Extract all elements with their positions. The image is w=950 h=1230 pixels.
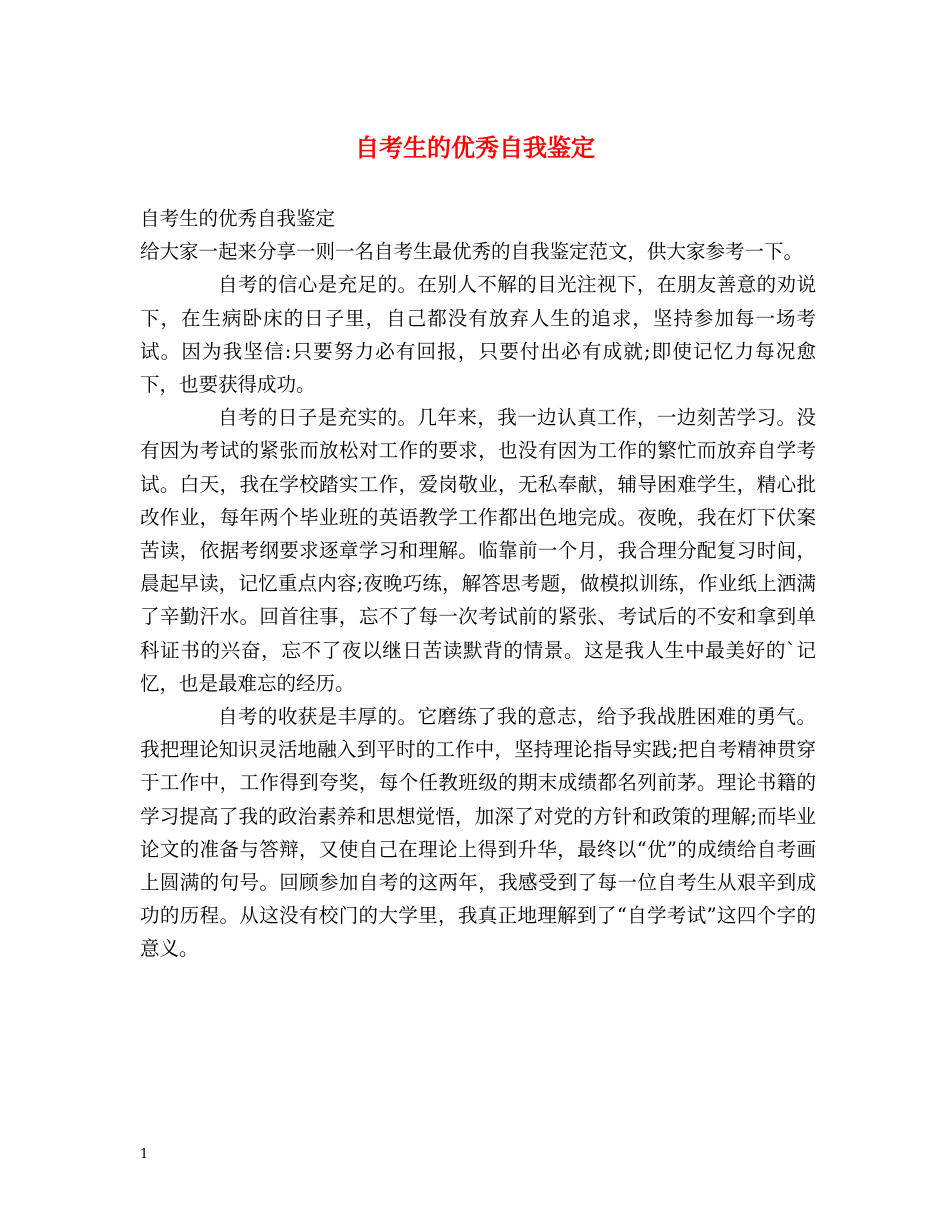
paragraph-rich-harvest: 自考的收获是丰厚的。它磨练了我的意志，给予我战胜困难的勇气。我把理论知识灵活地融入到平时的工作中，坚持理论指导实践;把自考精神贯穿于工作中，工作得到夸奖，每个任教班级的期末成绩都名列前茅。理论书籍的学习提高了我的政治素养和思想觉悟，加深了对党的方针和政策的理解;而毕业论文的准备与答辩，又使自己在理论上得到升华，最终以“优”的成绩给自考画上圆满的句号。回顾参加自考的这两年，我感受到了每一位自考生从艰辛到成功的历程。从这没有校门的大学里，我真正地理解到了“自学考试”这四个字的意义。: [140, 705, 816, 961]
paragraph-fulfilling-days: 自考的日子是充实的。几年来，我一边认真工作，一边刻苦学习。没有因为考试的紧张而放松对工作的要求，也没有因为工作的繁忙而放弃自学考试。白天，我在学校踏实工作，爱岗敬业，无私奉献，辅导困难学生，精心批改作业，每年两个毕业班的英语教学工作都出色地完成。夜晚，我在灯下伏案苦读，依据考纲要求逐章学习和理解。临靠前一个月，我合理分配复习时间，晨起早读，记忆重点内容;夜晚巧练，解答思考题，做模拟训练，作业纸上洒满了辛勤汗水。回首往事，忘不了每一次考试前的紧张、考试后的不安和拿到单科证书的兴奋，忘不了夜以继日苦读默背的情景。这是我人生中最美好的`记忆，也是最难忘的经历。: [140, 406, 816, 695]
page-number: 1: [140, 1147, 149, 1162]
document-title: 自考生的优秀自我鉴定: [355, 133, 595, 162]
document-subtitle: 自考生的优秀自我鉴定: [140, 207, 336, 230]
document-body: [140, 202, 816, 966]
intro-paragraph: 给大家一起来分享一则一名自考生最优秀的自我鉴定范文，供大家参考一下。: [140, 240, 804, 264]
paragraph-confidence: 自考的信心是充足的。在别人不解的目光注视下，在朋友善意的劝说下，在生病卧床的日子里，自己都没有放弃人生的追求，坚持参加每一场考试。因为我坚信:只要努力必有回报，只要付出必有成就;即使记忆力每况愈下，也要获得成功。: [140, 273, 816, 397]
